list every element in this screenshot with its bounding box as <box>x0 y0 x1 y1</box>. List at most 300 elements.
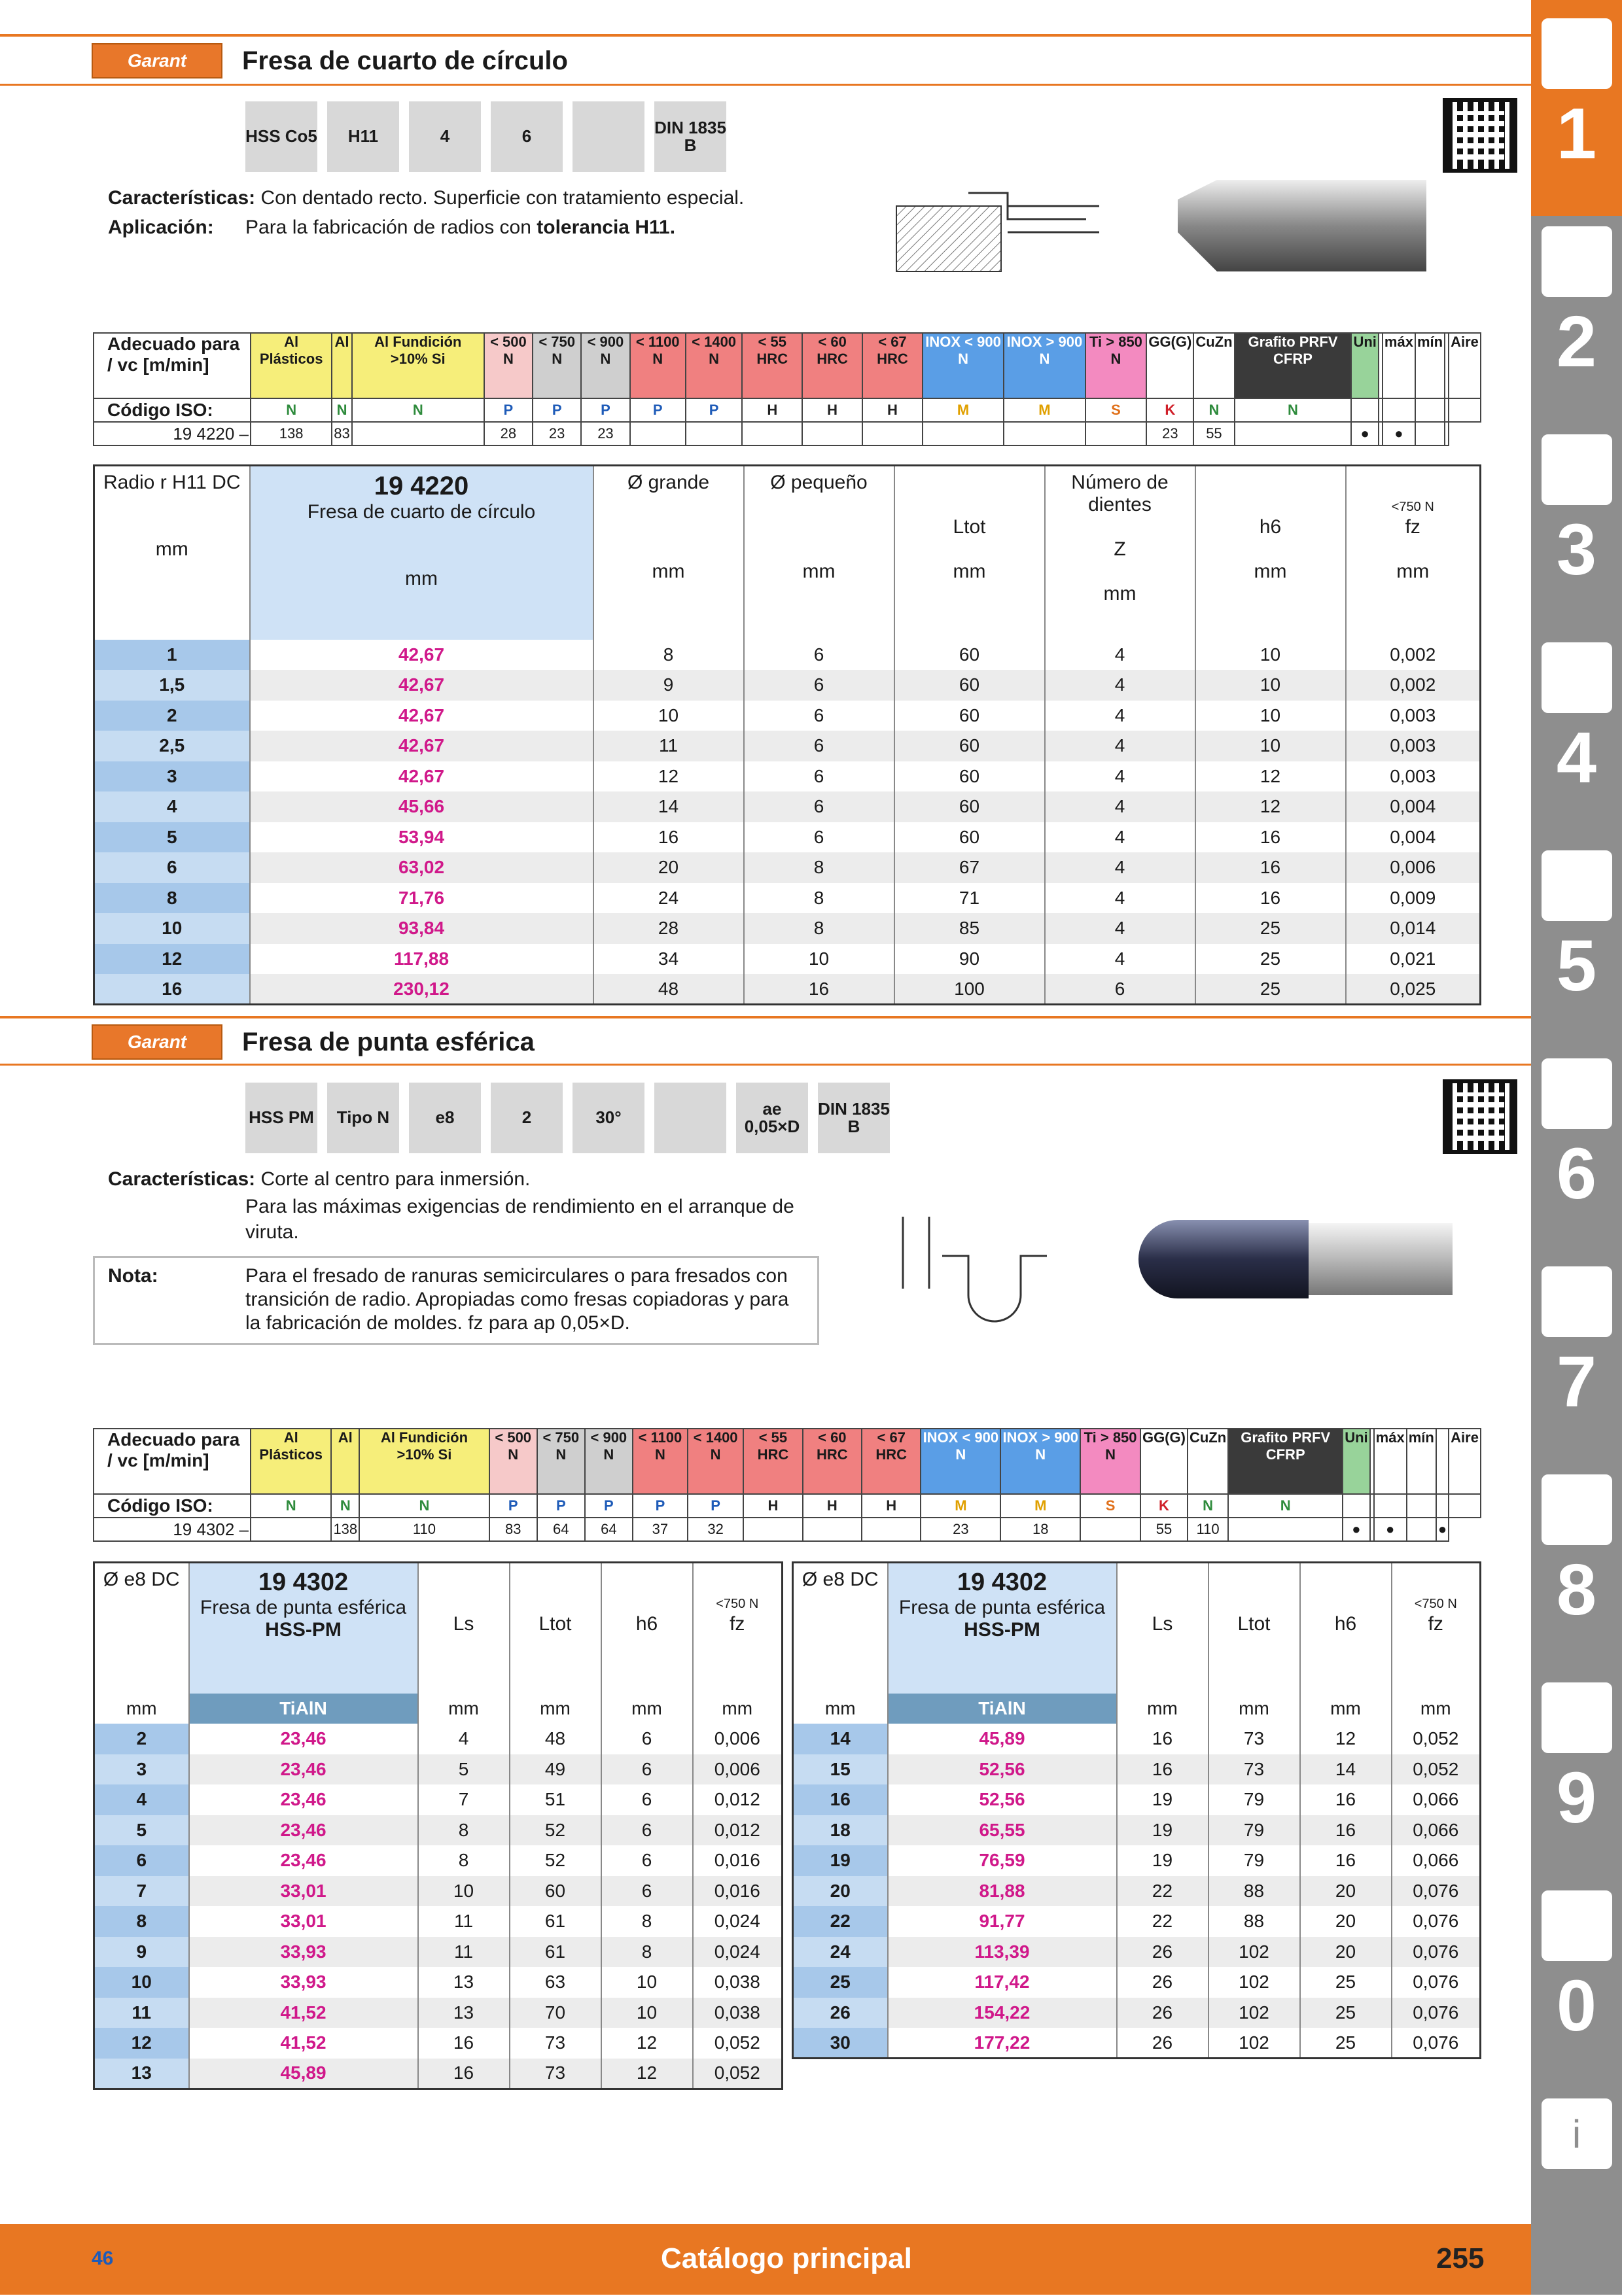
table-cell: 25 <box>1300 2028 1392 2059</box>
chapter-number: 4 <box>1556 718 1597 798</box>
table-cell: 8 <box>593 640 744 670</box>
table-cell: 6 <box>94 1845 189 1876</box>
table-cell: 16 <box>1300 1845 1392 1876</box>
section1-description <box>108 183 893 242</box>
iso-label: Código ISO: <box>94 1494 251 1518</box>
table-cell: 52 <box>510 1815 601 1846</box>
garant-logo: Garant <box>92 1024 222 1060</box>
table-cell: 19 <box>1117 1784 1208 1815</box>
iso-cell: P <box>537 1494 585 1518</box>
chapter-tab-9[interactable] <box>1531 1664 1622 1880</box>
table-row <box>94 913 1481 944</box>
suit-header-cell: Al <box>331 1429 359 1494</box>
iso-cell <box>1449 398 1481 422</box>
table-cell: 0,003 <box>1346 731 1481 761</box>
suit-header-cell: CuZn <box>1188 1429 1228 1494</box>
suit-header-cell: < 750 N <box>537 1429 585 1494</box>
suit-header-cell: < 900 N <box>581 333 629 398</box>
table-cell: 61 <box>510 1937 601 1968</box>
table-cell: 16 <box>1300 1815 1392 1846</box>
table-cell: 0,025 <box>1346 974 1481 1005</box>
table-row <box>793 1815 1481 1846</box>
table-cell: 48 <box>593 974 744 1005</box>
table-cell: 14 <box>593 791 744 822</box>
table-cell: 10 <box>94 913 250 944</box>
table-row <box>94 1937 783 1968</box>
iso-cell: N <box>1188 1494 1228 1518</box>
table-cell: 79 <box>1208 1784 1300 1815</box>
table-cell: 3 <box>94 1754 189 1785</box>
qr-code[interactable] <box>1443 98 1517 173</box>
table-cell: 23,46 <box>189 1724 418 1754</box>
table-row <box>94 761 1481 792</box>
table-cell: 6 <box>744 670 894 701</box>
iso-cell: K <box>1140 1494 1188 1518</box>
iso-cell: H <box>862 1494 921 1518</box>
garant-logo: Garant <box>92 43 222 78</box>
iso-cell <box>1383 398 1415 422</box>
chapter-tab-1[interactable] <box>1531 0 1622 216</box>
caract-label: Características: <box>108 187 256 209</box>
table-cell: 45,66 <box>250 791 593 822</box>
table-cell: 60 <box>894 791 1045 822</box>
col-fz: <750 N fz <box>1392 1563 1481 1694</box>
table-cell: 26 <box>1117 1967 1208 1998</box>
unit-cell: mm <box>1300 1694 1392 1724</box>
chapter-tab-2[interactable] <box>1531 208 1622 424</box>
suit-header-cell: < 1100 N <box>630 333 686 398</box>
table-cell: 53,94 <box>250 822 593 853</box>
table-cell: 4 <box>1045 731 1195 761</box>
table-cell: 41,52 <box>189 1998 418 2028</box>
table-cell: 0,076 <box>1392 1876 1481 1907</box>
table-row <box>94 791 1481 822</box>
table-cell: 60 <box>894 701 1045 731</box>
table-cell: 73 <box>1208 1754 1300 1785</box>
unit-cell: mm <box>601 1694 693 1724</box>
suit-header-cell: INOX > 900 N <box>1004 333 1085 398</box>
suit-header-cell: Al Plásticos <box>251 333 332 398</box>
table-cell: 4 <box>94 1784 189 1815</box>
iso-cell: N <box>1193 398 1234 422</box>
table-cell: 90 <box>894 944 1045 975</box>
table-cell: 19 <box>1117 1845 1208 1876</box>
iso-cell: N <box>331 1494 359 1518</box>
table-cell: 0,066 <box>1392 1784 1481 1815</box>
iso-cell: P <box>533 398 581 422</box>
table-cell: 26 <box>1117 1998 1208 2028</box>
table-row <box>94 1998 783 2028</box>
chapter-number: 9 <box>1556 1758 1597 1838</box>
table-cell: 33,93 <box>189 1967 418 1998</box>
table-cell: 79 <box>1208 1815 1300 1846</box>
col-ltot: Ltot <box>1208 1563 1300 1694</box>
table-cell: 102 <box>1208 1967 1300 1998</box>
unit-cell: mm <box>418 1694 510 1724</box>
suit-value-cell: 32 <box>688 1518 743 1541</box>
table-row <box>793 1876 1481 1907</box>
qr-code[interactable] <box>1443 1079 1517 1154</box>
section-rule <box>0 34 1531 37</box>
suit-header-cell: Al Fundición >10% Si <box>359 1429 489 1494</box>
table-cell: 0,066 <box>1392 1815 1481 1846</box>
note-box <box>93 1256 819 1345</box>
table-cell: 0,012 <box>693 1784 783 1815</box>
col-ltot: Ltot mm <box>894 466 1045 640</box>
iso-cell: H <box>742 398 802 422</box>
suit-header-cell: < 1400 N <box>686 333 743 398</box>
footer-page-left: 46 <box>92 2248 114 2269</box>
suit-value-cell: 23 <box>533 422 581 445</box>
table-cell: 0,016 <box>693 1876 783 1907</box>
table-cell: 6 <box>601 1815 693 1846</box>
table-cell: 16 <box>793 1784 888 1815</box>
table-cell: 8 <box>94 883 250 914</box>
iso-cell: P <box>585 1494 633 1518</box>
iso-cell: H <box>743 1494 802 1518</box>
table-cell: 25 <box>1195 913 1346 944</box>
table-cell: 3 <box>94 761 250 792</box>
table-cell: 65,55 <box>888 1815 1117 1846</box>
table-cell: 0,076 <box>1392 1937 1481 1968</box>
table-cell: 52 <box>510 1845 601 1876</box>
table-cell: 25 <box>1195 944 1346 975</box>
coating-cell: TiAlN <box>189 1694 418 1724</box>
iso-cell: P <box>688 1494 743 1518</box>
spec-chip: 30° <box>573 1083 644 1153</box>
table-cell: 10 <box>601 1967 693 1998</box>
suit-header-cell: < 1100 N <box>633 1429 688 1494</box>
chapter-number: 6 <box>1556 1134 1597 1214</box>
section-rule <box>0 1064 1531 1066</box>
suit-header-cell: < 60 HRC <box>803 1429 862 1494</box>
table-cell: 0,004 <box>1346 822 1481 853</box>
table-cell: 88 <box>1208 1906 1300 1937</box>
table-cell: 8 <box>744 913 894 944</box>
table-cell: 6 <box>601 1784 693 1815</box>
table-cell: 33,93 <box>189 1937 418 1968</box>
table-cell: 20 <box>793 1876 888 1907</box>
table-cell: 5 <box>94 1815 189 1846</box>
table-cell: 12 <box>601 2059 693 2089</box>
table-cell: 63,02 <box>250 852 593 883</box>
table-cell: 0,038 <box>693 1998 783 2028</box>
table-cell: 0,052 <box>1392 1724 1481 1754</box>
suit-header-cell: < 900 N <box>585 1429 633 1494</box>
table-cell: 16 <box>418 2028 510 2059</box>
table-cell: 6 <box>744 791 894 822</box>
table-cell: 8 <box>601 1937 693 1968</box>
col-h6: h6 <box>601 1563 693 1694</box>
table-cell: 10 <box>601 1998 693 2028</box>
suit-header-cell: < 67 HRC <box>862 333 923 398</box>
iso-cell: P <box>489 1494 537 1518</box>
suit-value-cell <box>743 1518 802 1541</box>
table-cell: 10 <box>1195 701 1346 731</box>
chapter-number: 8 <box>1556 1550 1597 1630</box>
spec-chip: H11 <box>327 101 399 172</box>
table-cell: 0,052 <box>693 2028 783 2059</box>
chapter-tab-i[interactable] <box>1531 2080 1622 2296</box>
table-cell: 20 <box>593 852 744 883</box>
suit-header-cell: < 60 HRC <box>802 333 862 398</box>
caract-label: Características: <box>108 1168 256 1190</box>
suit-value-cell <box>1085 422 1147 445</box>
suit-value-cell <box>803 1518 862 1541</box>
table-cell: 0,012 <box>693 1815 783 1846</box>
table-cell: 4 <box>1045 670 1195 701</box>
table-cell: 102 <box>1208 2028 1300 2059</box>
iso-cell: P <box>484 398 533 422</box>
suit-header-cell: Aire <box>1449 1429 1481 1494</box>
col-code: 19 4220 Fresa de cuarto de círculo mm <box>250 466 593 640</box>
table-cell: 24 <box>593 883 744 914</box>
suit-value-cell: 23 <box>1146 422 1193 445</box>
table-cell: 177,22 <box>888 2028 1117 2059</box>
table-cell: 2 <box>94 701 250 731</box>
table-cell: 5 <box>94 822 250 853</box>
table-cell: 93,84 <box>250 913 593 944</box>
unit-cell: mm <box>1208 1694 1300 1724</box>
suit-value-cell <box>923 422 1004 445</box>
iso-cell <box>1449 1494 1481 1518</box>
suit-header-cell: mín <box>1407 1429 1436 1494</box>
table-row <box>94 2059 783 2089</box>
table-cell: 10 <box>1195 640 1346 670</box>
table-cell: 13 <box>418 1998 510 2028</box>
table-cell: 51 <box>510 1784 601 1815</box>
suit-value-cell: 64 <box>585 1518 633 1541</box>
iso-cell: H <box>802 398 862 422</box>
table-cell: 25 <box>793 1967 888 1998</box>
table-cell: 70 <box>510 1998 601 2028</box>
table-cell: 63 <box>510 1967 601 1998</box>
table-row <box>793 1754 1481 1785</box>
spec-chip: DIN 1835 B <box>818 1083 890 1153</box>
unit-cell: mm <box>510 1694 601 1724</box>
table-cell: 71 <box>894 883 1045 914</box>
table-row <box>94 852 1481 883</box>
table-cell: 20 <box>1300 1876 1392 1907</box>
table-cell: 0,076 <box>1392 1967 1481 1998</box>
table-cell: 0,014 <box>1346 913 1481 944</box>
table-cell: 6 <box>744 822 894 853</box>
table-cell: 1,5 <box>94 670 250 701</box>
iso-cell: P <box>581 398 629 422</box>
table-cell: 81,88 <box>888 1876 1117 1907</box>
product-table-2-right <box>792 1561 1481 2059</box>
chapter-tab-3[interactable] <box>1531 416 1622 632</box>
table-cell: 10 <box>1195 670 1346 701</box>
table-cell: 13 <box>418 1967 510 1998</box>
section-rule <box>0 1016 1531 1018</box>
suit-value-cell: 64 <box>537 1518 585 1541</box>
table-cell: 73 <box>510 2059 601 2089</box>
table-cell: 0,002 <box>1346 670 1481 701</box>
section1-title: Fresa de cuarto de círculo <box>242 46 568 75</box>
iso-cell: P <box>686 398 743 422</box>
suit-header-cell: GG(G) <box>1146 333 1193 398</box>
table-cell: 6 <box>601 1724 693 1754</box>
suit-value-cell <box>1415 422 1445 445</box>
suit-value-cell <box>630 422 686 445</box>
suit-value-cell <box>1080 1518 1140 1541</box>
suit-value-cell <box>862 1518 921 1541</box>
unit-cell: mm <box>94 1694 189 1724</box>
table-cell: 16 <box>1195 852 1346 883</box>
table-cell: 41,52 <box>189 2028 418 2059</box>
table-cell: 0,024 <box>693 1906 783 1937</box>
table-cell: 11 <box>593 731 744 761</box>
suit-header-cell: < 55 HRC <box>743 1429 802 1494</box>
iso-cell <box>1374 1494 1407 1518</box>
table-row <box>793 2028 1481 2059</box>
chapter-icon <box>1542 1266 1612 1337</box>
suit-header-cell: Al Fundición >10% Si <box>352 333 484 398</box>
table-cell: 34 <box>593 944 744 975</box>
table-cell: 6 <box>744 701 894 731</box>
iso-cell: M <box>921 1494 1000 1518</box>
table-row <box>94 944 1481 975</box>
table-cell: 26 <box>1117 2028 1208 2059</box>
chapter-tab-8[interactable] <box>1531 1456 1622 1672</box>
table-cell: 4 <box>1045 883 1195 914</box>
table-cell: 4 <box>94 791 250 822</box>
suit-header-cell: Grafito PRFV CFRP <box>1235 333 1352 398</box>
suit-header-cell: Al <box>332 333 351 398</box>
spec-chip: 4 <box>409 101 481 172</box>
chapter-tab-0[interactable] <box>1531 1872 1622 2088</box>
table-cell: 0,076 <box>1392 1906 1481 1937</box>
iso-cell: M <box>1000 1494 1080 1518</box>
table-row <box>94 1815 783 1846</box>
col-ls: Ls <box>418 1563 510 1694</box>
col-dientes: Número de dientes Z mm <box>1045 466 1195 640</box>
suit-value-cell <box>862 422 923 445</box>
col-diameter: Ø e8 DC <box>793 1563 888 1694</box>
suit-header-cell: GG(G) <box>1140 1429 1188 1494</box>
chapter-tab-6[interactable] <box>1531 1040 1622 1256</box>
table-row <box>94 1724 783 1754</box>
chapter-icon <box>1542 850 1612 921</box>
col-ls: Ls <box>1117 1563 1208 1694</box>
table-cell: 25 <box>1300 1967 1392 1998</box>
table-row <box>94 1967 783 1998</box>
aplic-text: Para la fabricación de radios con <box>245 217 537 238</box>
suit-value-cell <box>352 422 484 445</box>
iso-cell: N <box>251 398 332 422</box>
suit-header-cell: Adecuado para / vc [m/min] <box>94 333 251 398</box>
spec-chip: ae 0,05×D <box>736 1083 808 1153</box>
suit-value-cell: 110 <box>1188 1518 1228 1541</box>
chapter-tab-4[interactable] <box>1531 624 1622 840</box>
col-ltot: Ltot <box>510 1563 601 1694</box>
table-row <box>94 2028 783 2059</box>
iso-cell: H <box>862 398 923 422</box>
table-cell: 5 <box>418 1754 510 1785</box>
table-cell: 12 <box>1300 1724 1392 1754</box>
table-row <box>793 1937 1481 1968</box>
quarter-circle-mill-illustration <box>890 167 1439 278</box>
table-cell: 60 <box>894 731 1045 761</box>
table-row <box>94 670 1481 701</box>
suit-header-cell: INOX < 900 N <box>921 1429 1000 1494</box>
chapter-tab-5[interactable] <box>1531 832 1622 1048</box>
spec-chip: Tipo N <box>327 1083 399 1153</box>
table-cell: 28 <box>593 913 744 944</box>
table-cell: 10 <box>418 1876 510 1907</box>
table-cell: 61 <box>510 1906 601 1937</box>
table-row <box>793 1784 1481 1815</box>
suit-header-cell: CuZn <box>1193 333 1234 398</box>
table-cell: 88 <box>1208 1876 1300 1907</box>
iso-cell: K <box>1146 398 1193 422</box>
table-cell: 22 <box>1117 1876 1208 1907</box>
table-cell: 26 <box>793 1998 888 2028</box>
table-cell: 12 <box>94 2028 189 2059</box>
table-cell: 42,67 <box>250 701 593 731</box>
table-row <box>94 1845 783 1876</box>
coating-cell: TiAlN <box>888 1694 1117 1724</box>
suit-value-cell: 138 <box>331 1518 359 1541</box>
table-cell: 12 <box>593 761 744 792</box>
table-cell: 0,003 <box>1346 701 1481 731</box>
table-cell: 60 <box>894 822 1045 853</box>
ball-nose-mill-illustration <box>877 1197 1466 1328</box>
table-row <box>94 701 1481 731</box>
suit-value-cell <box>1228 1518 1343 1541</box>
col-h6: h6 mm <box>1195 466 1346 640</box>
chapter-icon <box>1542 642 1612 713</box>
table-row <box>94 1906 783 1937</box>
table-cell: 20 <box>1300 1906 1392 1937</box>
table-cell: 42,67 <box>250 731 593 761</box>
iso-cell: N <box>1235 398 1352 422</box>
chapter-number: 0 <box>1556 1966 1597 2046</box>
table-cell: 73 <box>510 2028 601 2059</box>
table-cell: 7 <box>418 1784 510 1815</box>
iso-cell <box>1415 398 1445 422</box>
table-cell: 4 <box>1045 701 1195 731</box>
chapter-icon <box>1542 1890 1612 1961</box>
nota-label: Nota: <box>108 1265 158 1287</box>
table-cell: 76,59 <box>888 1845 1117 1876</box>
table-cell: 10 <box>94 1967 189 1998</box>
iso-cell: H <box>803 1494 862 1518</box>
table-cell: 0,021 <box>1346 944 1481 975</box>
table-cell: 16 <box>1300 1784 1392 1815</box>
table-cell: 20 <box>1300 1937 1392 1968</box>
suit-header-cell: Al Plásticos <box>251 1429 331 1494</box>
table-cell: 6 <box>94 852 250 883</box>
table-cell: 19 <box>1117 1815 1208 1846</box>
iso-cell: N <box>352 398 484 422</box>
suit-value-cell <box>742 422 802 445</box>
table-cell: 4 <box>1045 640 1195 670</box>
suit-header-cell: Uni <box>1343 1429 1369 1494</box>
chapter-number: 7 <box>1556 1342 1597 1422</box>
suitability-table-1 <box>93 332 1481 446</box>
chapter-tab-7[interactable] <box>1531 1248 1622 1464</box>
table-cell: 13 <box>94 2059 189 2089</box>
table-cell: 9 <box>94 1937 189 1968</box>
nota-text: Para el fresado de ranuras semicirculares o para fresados con transición de radio. Apropiadas como fresas copiadoras y para la fabricación de moldes. fz para ap 0,05×D. <box>245 1265 789 1334</box>
suit-value-cell: 23 <box>581 422 629 445</box>
table-cell: 154,22 <box>888 1998 1117 2028</box>
table-cell: 10 <box>1195 731 1346 761</box>
table-cell: 12 <box>1195 791 1346 822</box>
suit-header-cell: INOX > 900 N <box>1000 1429 1080 1494</box>
